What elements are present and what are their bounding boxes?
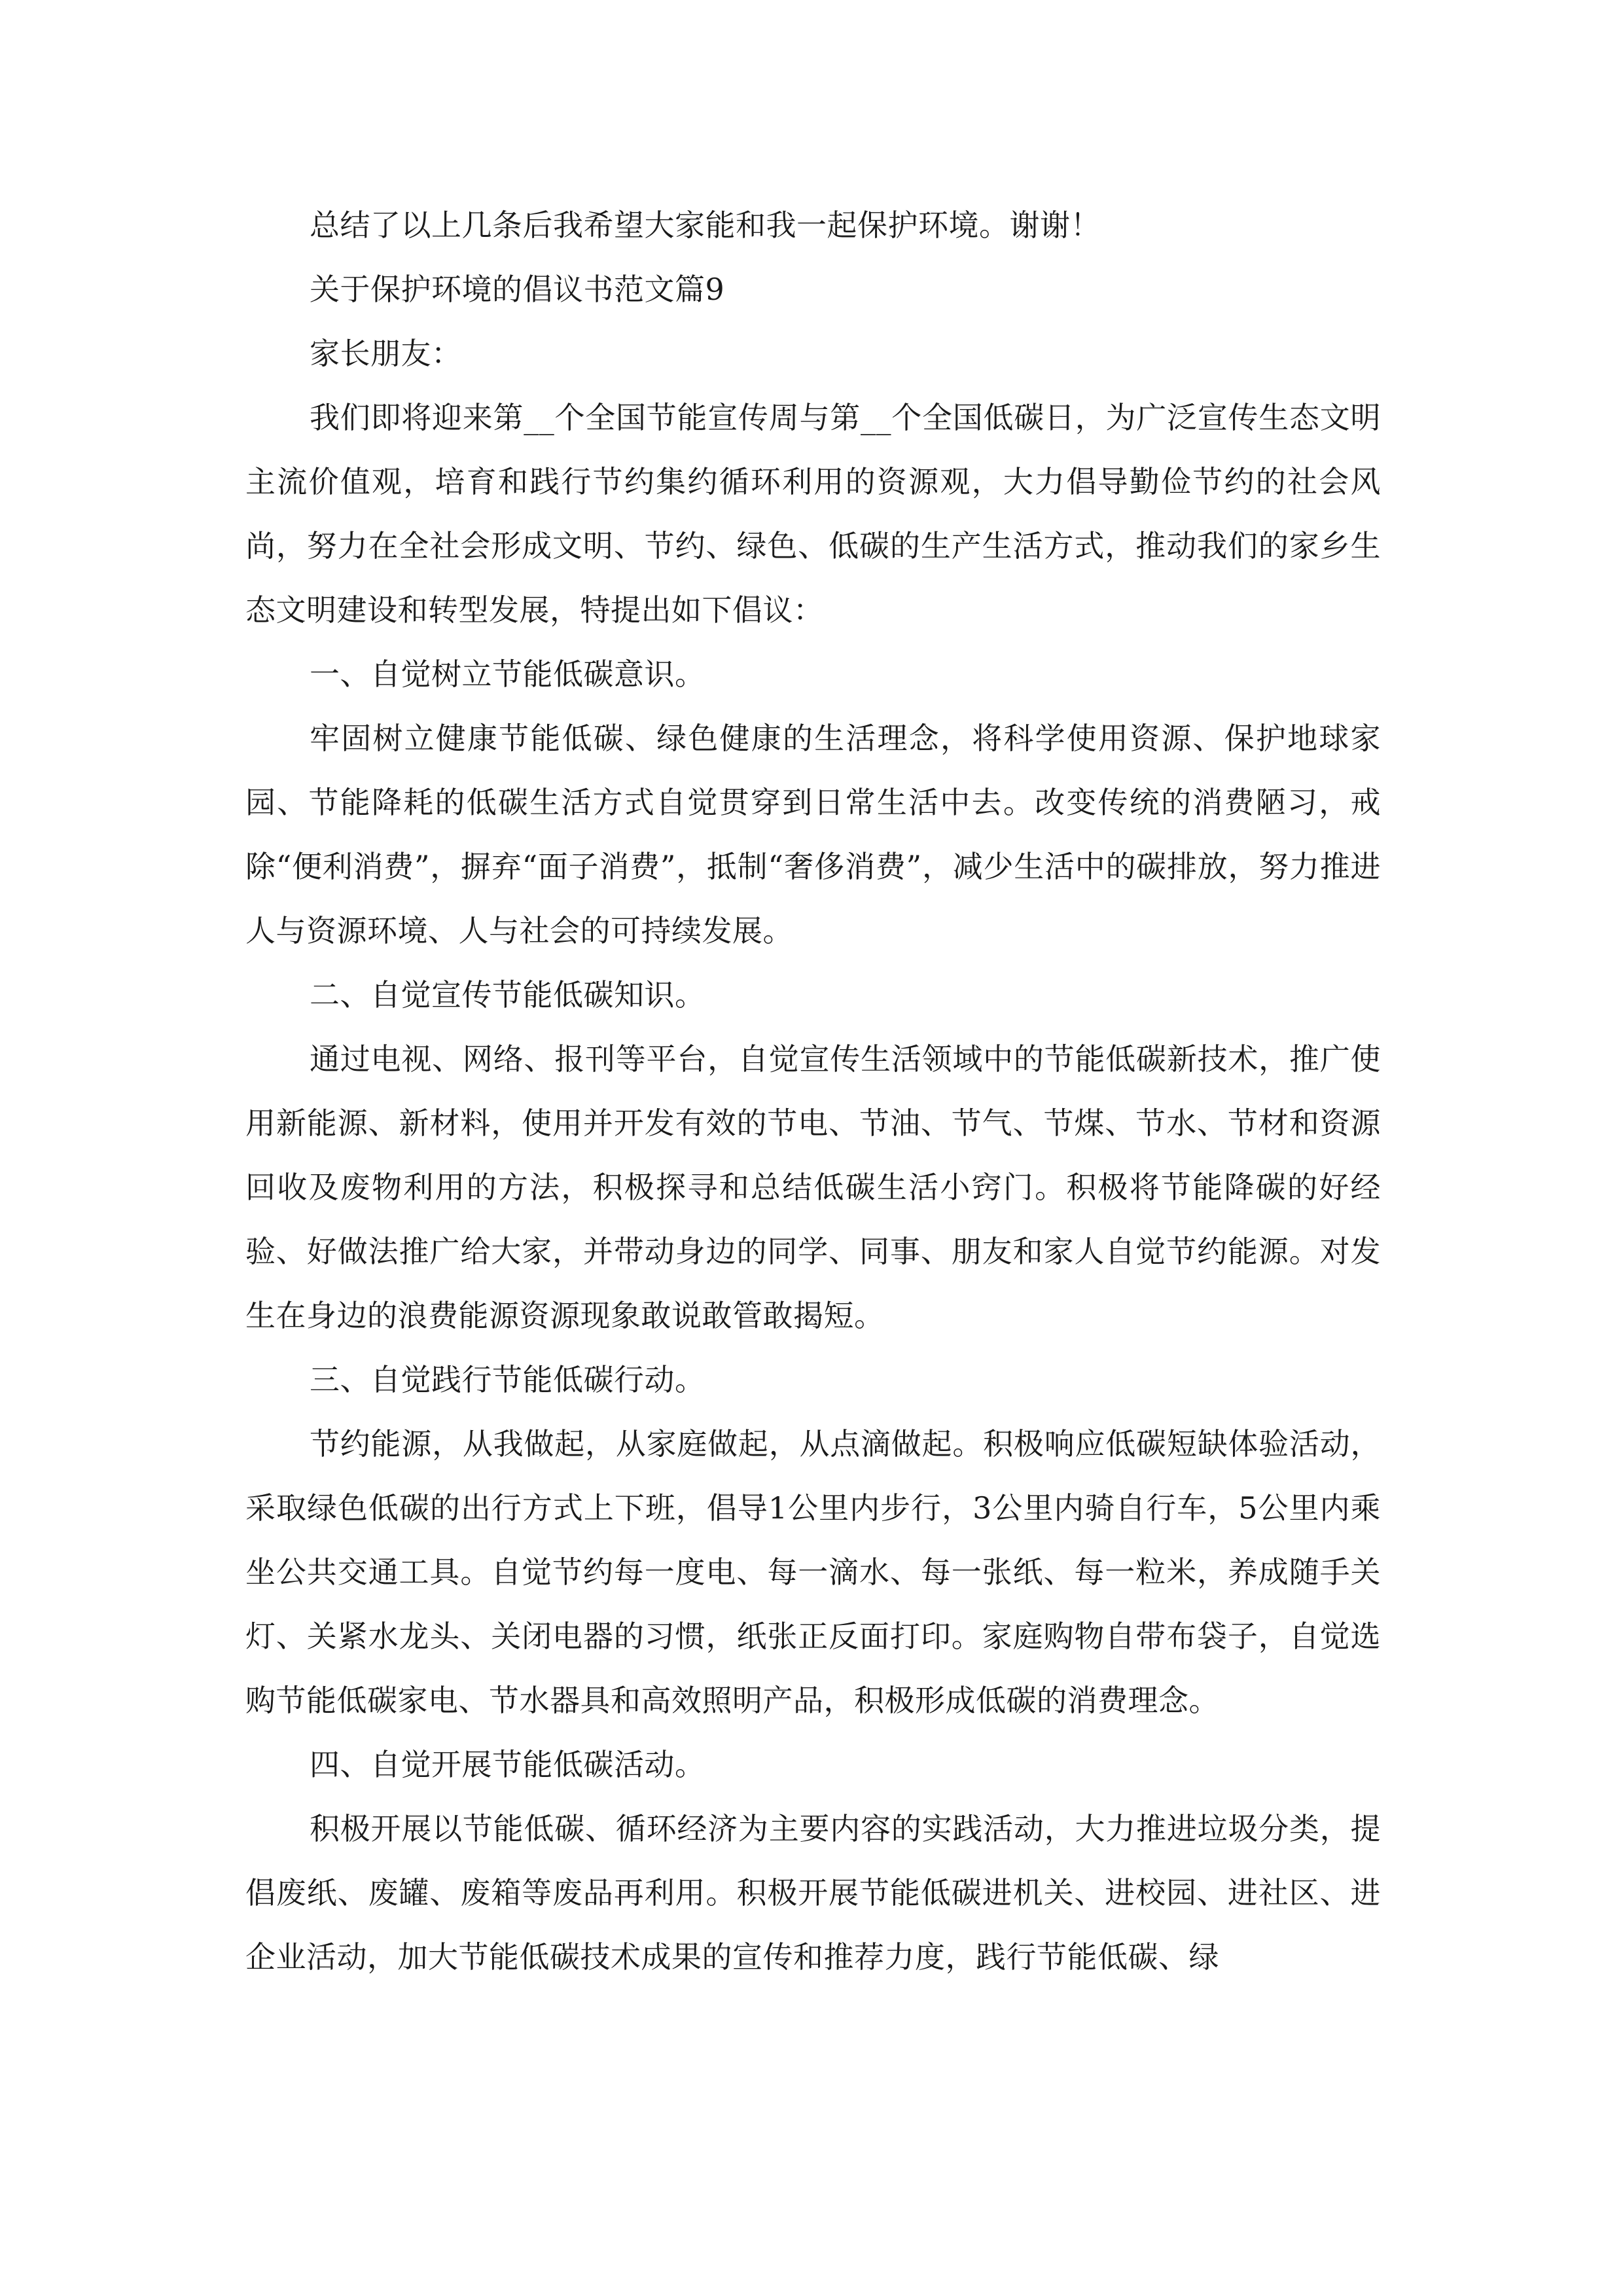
section-body-1: 牢固树立健康节能低碳、绿色健康的生活理念，将科学使用资源、保护地球家园、节能降耗的低碳生活方式自觉贯穿到日常生活中去。改变传统的消费陋习，戒除“便利消费”，摒弃“面子消费”，抵制“奢侈消费”，减少生活中的碳排放，努力推进人与资源环境、人与社会的可持续发展。 <box>245 721 1381 948</box>
salutation: 家长朋友： <box>310 336 462 371</box>
section-body-2: 通过电视、网络、报刊等平台，自觉宣传生活领域中的节能低碳新技术，推广使用新能源、新材料，使用并开发有效的节电、节油、节气、节煤、节水、节材和资源回收及废物利用的方法，积极探寻和总结低碳生活小窍门。积极将节能降碳的好经验、好做法推广给大家，并带动身边的同学、同事、朋友和家人自觉节约能源。对发生在身边的浪费能源资源现象敢说敢管敢揭短。 <box>245 1041 1381 1333</box>
article-title: 关于保护环境的倡议书范文篇9 <box>310 272 725 307</box>
intro-paragraph: 我们即将迎来第__个全国节能宣传周与第__个全国低碳日，为广泛宣传生态文明主流价值观，培育和践行节约集约循环利用的资源观，大力倡导勤俭节约的社会风尚，努力在全社会形成文明、节约、绿色、低碳的生产生活方式，推动我们的家乡生态文明建设和转型发展，特提出如下倡议： <box>245 400 1381 628</box>
section-body-4: 积极开展以节能低碳、循环经济为主要内容的实践活动，大力推进垃圾分类，提倡废纸、废罐、废箱等废品再利用。积极开展节能低碳进机关、进校园、进社区、进企业活动，加大节能低碳技术成果的宣传和推荐力度，践行节能低碳、绿 <box>245 1811 1381 1975</box>
document-body <box>245 193 1381 1989</box>
section-heading-1: 一、自觉树立节能低碳意识。 <box>310 656 705 692</box>
section-heading-3: 三、自觉践行节能低碳行动。 <box>310 1362 705 1397</box>
section-heading-4: 四、自觉开展节能低碳活动。 <box>310 1747 705 1782</box>
closing-line: 总结了以上几条后我希望大家能和我一起保护环境。谢谢！ <box>310 207 1101 243</box>
section-body-3: 节约能源，从我做起，从家庭做起，从点滴做起。积极响应低碳短缺体验活动，采取绿色低碳的出行方式上下班，倡导1公里内步行，3公里内骑自行车，5公里内乘坐公共交通工具。自觉节约每一度电、每一滴水、每一张纸、每一粒米，养成随手关灯、关紧水龙头、关闭电器的习惯，纸张正反面打印。家庭购物自带布袋子，自觉选购节能低碳家电、节水器具和高效照明产品，积极形成低碳的消费理念。 <box>245 1426 1381 1718</box>
section-heading-2: 二、自觉宣传节能低碳知识。 <box>310 977 705 1013</box>
